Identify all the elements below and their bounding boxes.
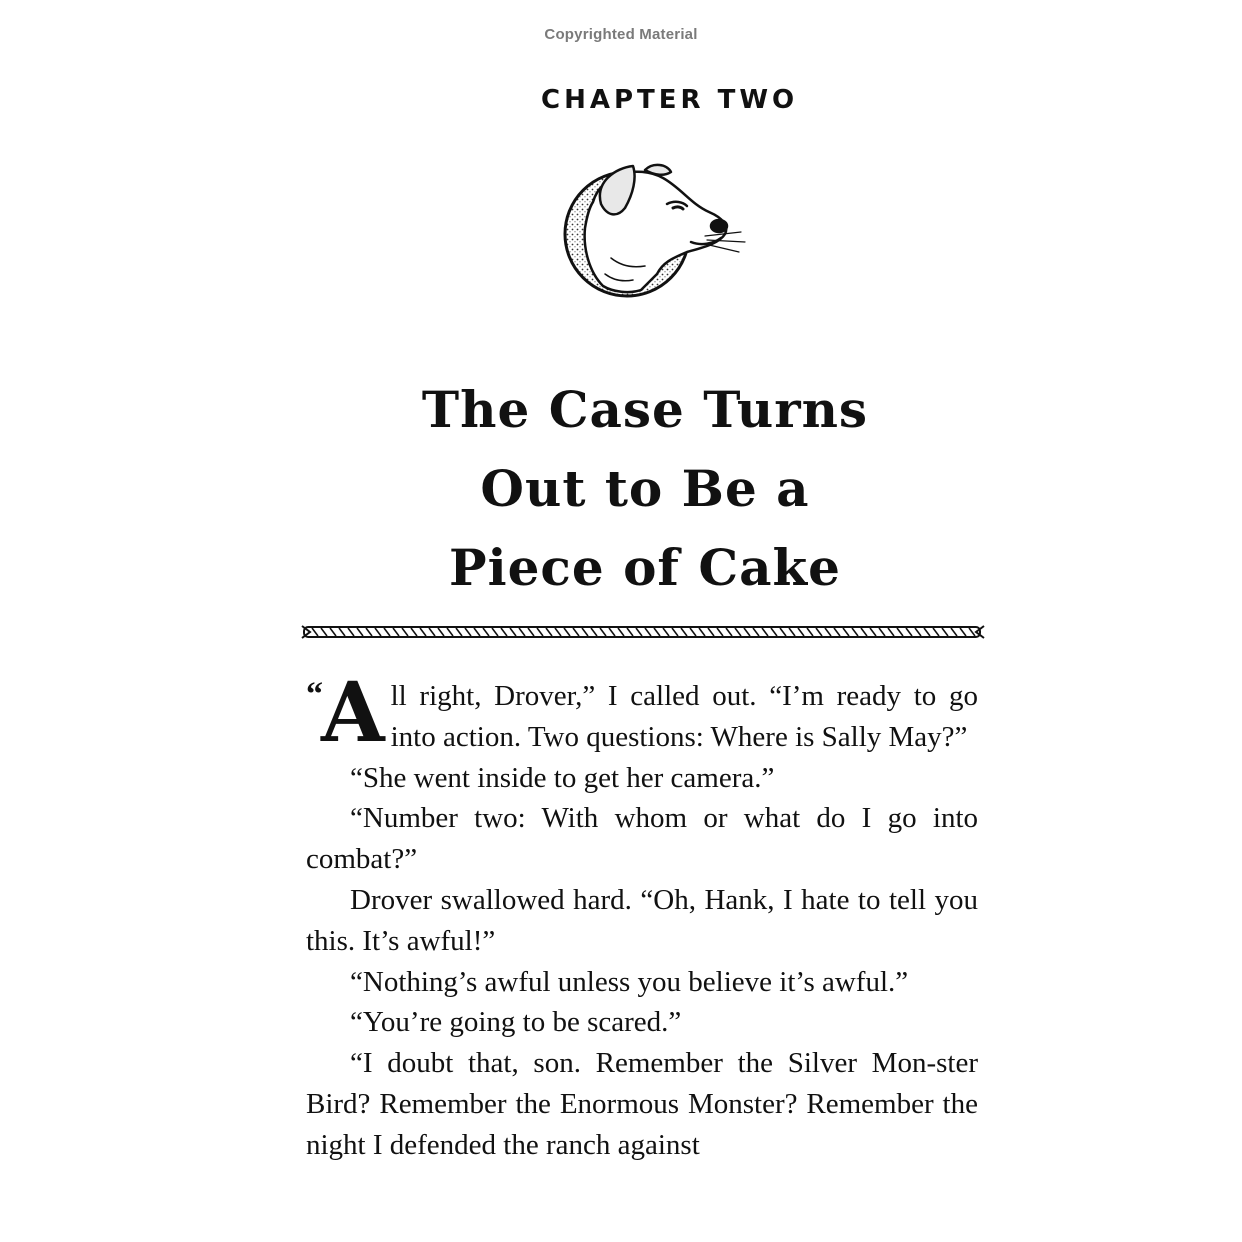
chapter-label: CHAPTER TWO xyxy=(541,85,799,115)
paragraph: “You’re going to be scared.” xyxy=(350,1006,682,1039)
chapter-title-line: The Case Turns xyxy=(421,380,869,439)
chapter-title xyxy=(306,370,984,607)
chapter-emblem xyxy=(541,85,799,308)
paragraph xyxy=(306,665,978,761)
paragraph: “Number two: With whom or what do I go into combat?” xyxy=(306,802,978,876)
chapter-title-line: Out to Be a xyxy=(480,459,810,518)
paragraph: “Nothing’s awful unless you believe it’s awful.” xyxy=(350,965,909,998)
paragraph-text: ll right, Drover,” I called out. “I’m ready to go into action. Two questions: Where is Sally May?” xyxy=(390,680,978,753)
chapter-body xyxy=(306,665,978,1166)
drop-cap xyxy=(306,665,385,761)
paragraph: “I doubt that, son. Remember the Silver Mon-ster Bird? Remember the Enormous Monster? Remember the night I defended the ranch against xyxy=(306,1047,978,1161)
paragraph: “She went inside to get her camera.” xyxy=(350,761,775,794)
chapter-title-line: Piece of Cake xyxy=(449,538,841,597)
drop-cap-quote: “ xyxy=(306,676,323,713)
drop-cap-letter: A xyxy=(321,665,385,761)
paragraph: Drover swallowed hard. “Oh, Hank, I hate to tell you this. It’s awful!” xyxy=(306,883,978,957)
rope-divider xyxy=(302,624,984,640)
copyright-notice: Copyrighted Material xyxy=(544,26,698,43)
